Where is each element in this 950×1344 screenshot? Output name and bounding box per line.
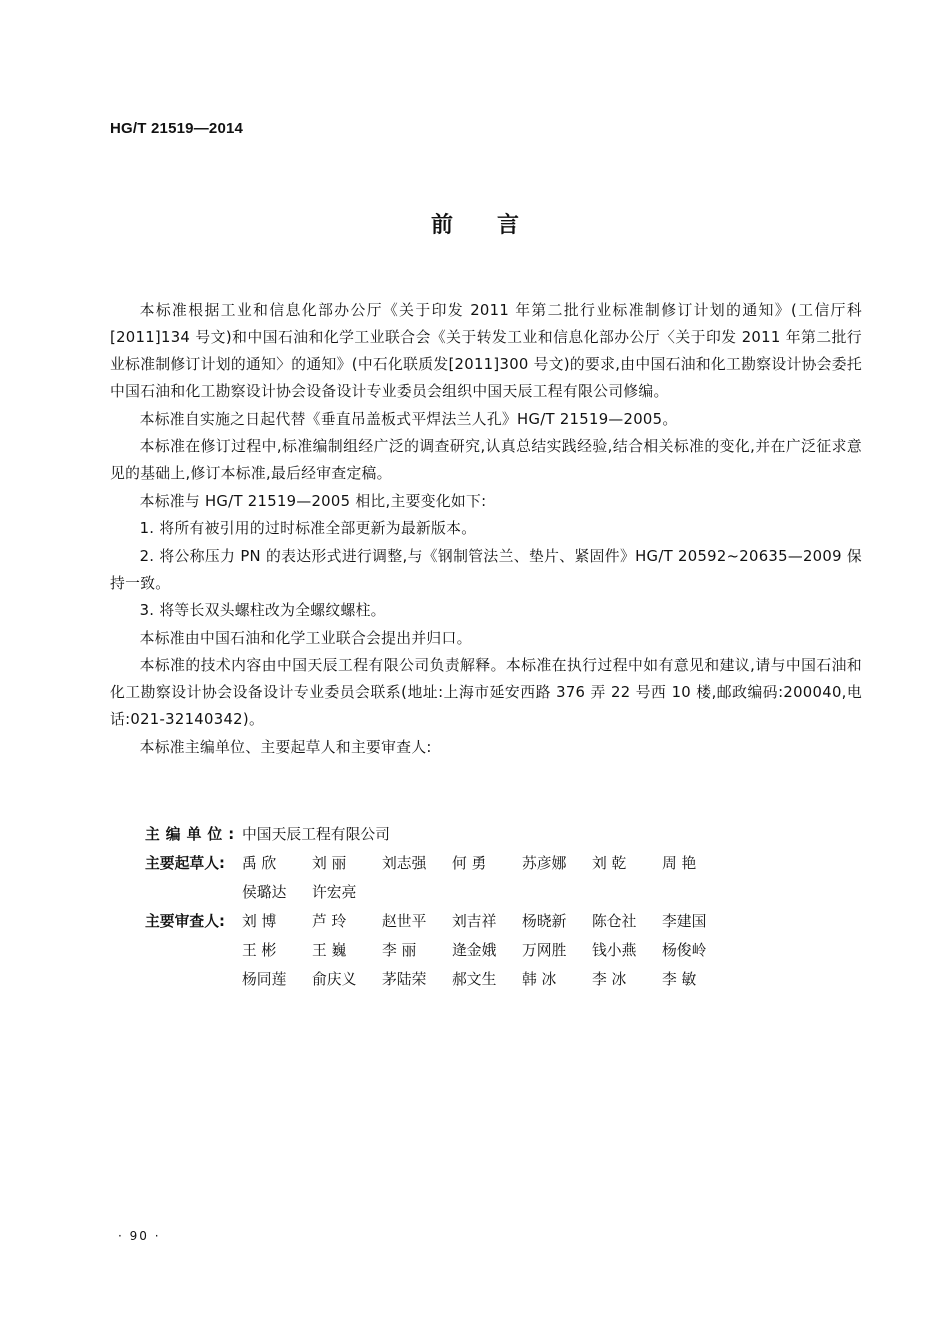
reviewers-names-3	[242, 968, 732, 989]
person-name: 赵世平	[382, 913, 427, 930]
editor-row	[145, 819, 732, 848]
person-name: 李 冰	[592, 971, 627, 988]
paragraph-changes-intro: 本标准与 HG/T 21519—2005 相比,主要变化如下:	[139, 492, 487, 510]
person-name: 李 丽	[382, 942, 417, 959]
paragraph-contributors-intro: 本标准主编单位、主要起草人和主要审查人:	[139, 738, 432, 756]
reviewers-row-3	[145, 964, 732, 993]
paragraph-replacement: 本标准自实施之日起代替《垂直吊盖板式平焊法兰人孔》HG/T 21519—2005。	[139, 410, 678, 428]
editor-value: 中国天辰工程有限公司	[242, 826, 390, 843]
person-name: 芦 玲	[312, 913, 347, 930]
person-name: 何 勇	[452, 855, 487, 872]
person-name: 万网胜	[522, 942, 567, 959]
change-item-1: 1. 将所有被引用的过时标准全部更新为最新版本。	[139, 520, 477, 537]
standard-code: HG/T 21519—2014	[110, 120, 244, 137]
person-name: 禹 欣	[242, 855, 277, 872]
person-name: 陈仓社	[592, 913, 637, 930]
person-name: 刘 博	[242, 913, 277, 930]
drafters-row-1	[145, 848, 732, 877]
paragraph-revision-process: 本标准在修订过程中,标准编制组经广泛的调查研究,认真总结实践经验,结合相关标准的变化,并在广泛征求意见的基础上,修订本标准,最后经审查定稿。	[110, 438, 862, 482]
person-name: 刘志强	[382, 855, 427, 872]
editor-label: 主编单位:	[145, 826, 241, 843]
reviewers-row-2	[145, 935, 732, 964]
person-name: 茅陆荣	[382, 971, 427, 988]
person-name: 苏彦娜	[522, 855, 567, 872]
reviewers-names-2	[242, 939, 732, 960]
person-name: 刘 丽	[312, 855, 347, 872]
paragraph-proposer: 本标准由中国石油和化学工业联合会提出并归口。	[139, 629, 472, 647]
change-item-3: 3. 将等长双头螺柱改为全螺纹螺柱。	[139, 602, 386, 619]
paragraph-basis: 本标准根据工业和信息化部办公厅《关于印发 2011 年第二批行业标准制修订计划的通知》(工信厅科[2011]134 号文)和中国石油和化学工业联合会《关于转发工业和信息化部办公厅〈关于印发 2011 年第二批行业标准制修订计划的通知〉的通知》(中石化联质发[2011]300 号文)的要求,由中国石油和化工勘察设计协会委托中国石油和化工勘察设计协会设备设计专业委员会组织中国天辰工程有限公司修编。	[110, 302, 862, 400]
person-name: 俞庆义	[312, 971, 357, 988]
person-name: 王 彬	[242, 942, 277, 959]
person-name: 周 艳	[662, 855, 697, 872]
reviewers-row-1	[145, 906, 732, 935]
person-name: 刘 乾	[592, 855, 627, 872]
person-name: 钱小燕	[592, 942, 637, 959]
paragraph-interpretation: 本标准的技术内容由中国天辰工程有限公司负责解释。本标准在执行过程中如有意见和建议,请与中国石油和化工勘察设计协会设备设计专业委员会联系(地址:上海市延安西路 376 弄 22 号西 10 楼,邮政编码:200040,电话:021-32140342)。	[110, 657, 862, 728]
person-name: 杨晓新	[522, 913, 567, 930]
drafters-names-2	[242, 881, 732, 902]
page-number: · 90 ·	[118, 1229, 161, 1243]
drafters-label: 主要起草人:	[145, 855, 225, 872]
person-name: 杨同莲	[242, 971, 287, 988]
person-name: 逄金娥	[452, 942, 497, 959]
person-name: 许宏亮	[312, 884, 357, 901]
person-name: 郝文生	[452, 971, 497, 988]
person-name: 侯璐达	[242, 884, 287, 901]
page-title: 前言	[430, 213, 563, 238]
contributors-table	[145, 819, 732, 993]
reviewers-names-1	[242, 910, 732, 931]
person-name: 韩 冰	[522, 971, 557, 988]
person-name: 王 巍	[312, 942, 347, 959]
person-name: 李建国	[662, 913, 707, 930]
preface-body	[110, 297, 862, 761]
person-name: 刘吉祥	[452, 913, 497, 930]
drafters-names-1	[242, 852, 732, 873]
person-name: 杨俊岭	[662, 942, 707, 959]
change-item-2: 2. 将公称压力 PN 的表达形式进行调整,与《钢制管法兰、垫片、紧固件》HG/T 20592~20635—2009 保持一致。	[110, 547, 862, 592]
drafters-row-2	[145, 877, 732, 906]
person-name: 李 敏	[662, 971, 697, 988]
reviewers-label: 主要审查人:	[145, 913, 225, 930]
